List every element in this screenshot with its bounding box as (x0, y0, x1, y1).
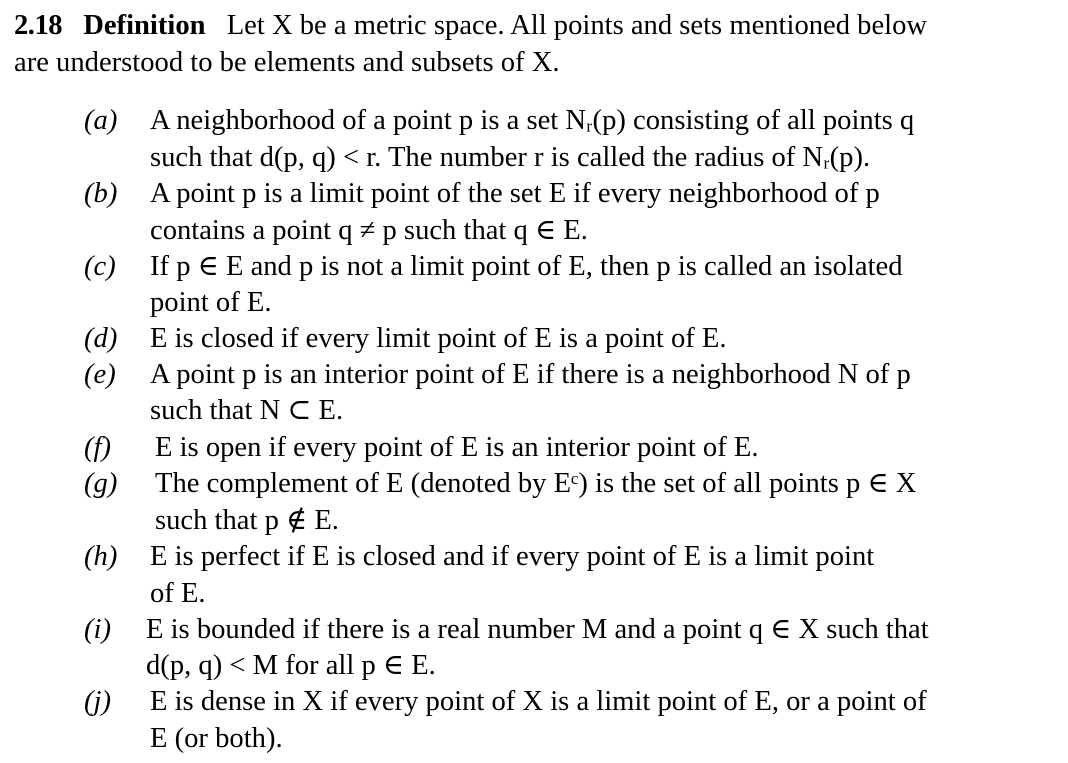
item-text-line: such that N ⊂ E. (150, 395, 344, 426)
item-text-line: d(p, q) < M for all p ∈ E. (146, 650, 436, 681)
item-text-line: E is perfect if E is closed and if every point of E is a limit point (150, 541, 875, 572)
item-label: (i) (84, 614, 111, 645)
item-text-line: such that p ∉ E. (155, 505, 339, 536)
item-text-line: E is open if every point of E is an interior point of E. (155, 432, 759, 463)
definition-title: Definition (83, 10, 206, 41)
definition-number: 2.18 (14, 10, 63, 41)
item-label: (c) (84, 251, 116, 282)
item-label: (h) (84, 541, 118, 572)
item-text-line: The complement of E (denoted by Eᶜ) is the set of all points p ∈ X (155, 468, 917, 499)
item-text-line: A point p is an interior point of E if there is a neighborhood N of p (150, 359, 911, 390)
item-text-line: E (or both). (150, 723, 283, 754)
item-text-line: contains a point q ≠ p such that q ∈ E. (150, 215, 588, 246)
item-text-line: point of E. (150, 287, 272, 318)
item-label: (d) (84, 323, 118, 354)
heading-line-1 (14, 8, 927, 44)
item-text-line: If p ∈ E and p is not a limit point of E, then p is called an isolated (150, 251, 903, 282)
item-label: (f) (84, 432, 111, 463)
item-text-line: such that d(p, q) < r. The number r is called the radius of Nᵣ(p). (150, 142, 871, 173)
item-label: (b) (84, 178, 118, 209)
item-text-line: A point p is a limit point of the set E if every neighborhood of p (150, 178, 880, 209)
item-label: (e) (84, 359, 116, 390)
item-label: (g) (84, 468, 118, 499)
definition-intro: Let X be a metric space. All points and sets mentioned below (226, 10, 928, 41)
item-text-line: E is dense in X if every point of X is a limit point of E, or a point of (150, 686, 927, 717)
heading-line-2: are understood to be elements and subsets of X. (14, 47, 560, 78)
item-text-line: E is bounded if there is a real number M and a point q ∈ X such that (146, 614, 929, 645)
item-text-line: A neighborhood of a point p is a set Nᵣ(p) consisting of all points q (150, 105, 915, 136)
item-text-line: E is closed if every limit point of E is a point of E. (150, 323, 727, 354)
item-text-line: of E. (150, 578, 206, 609)
item-label: (a) (84, 105, 118, 136)
item-label: (j) (84, 686, 111, 717)
